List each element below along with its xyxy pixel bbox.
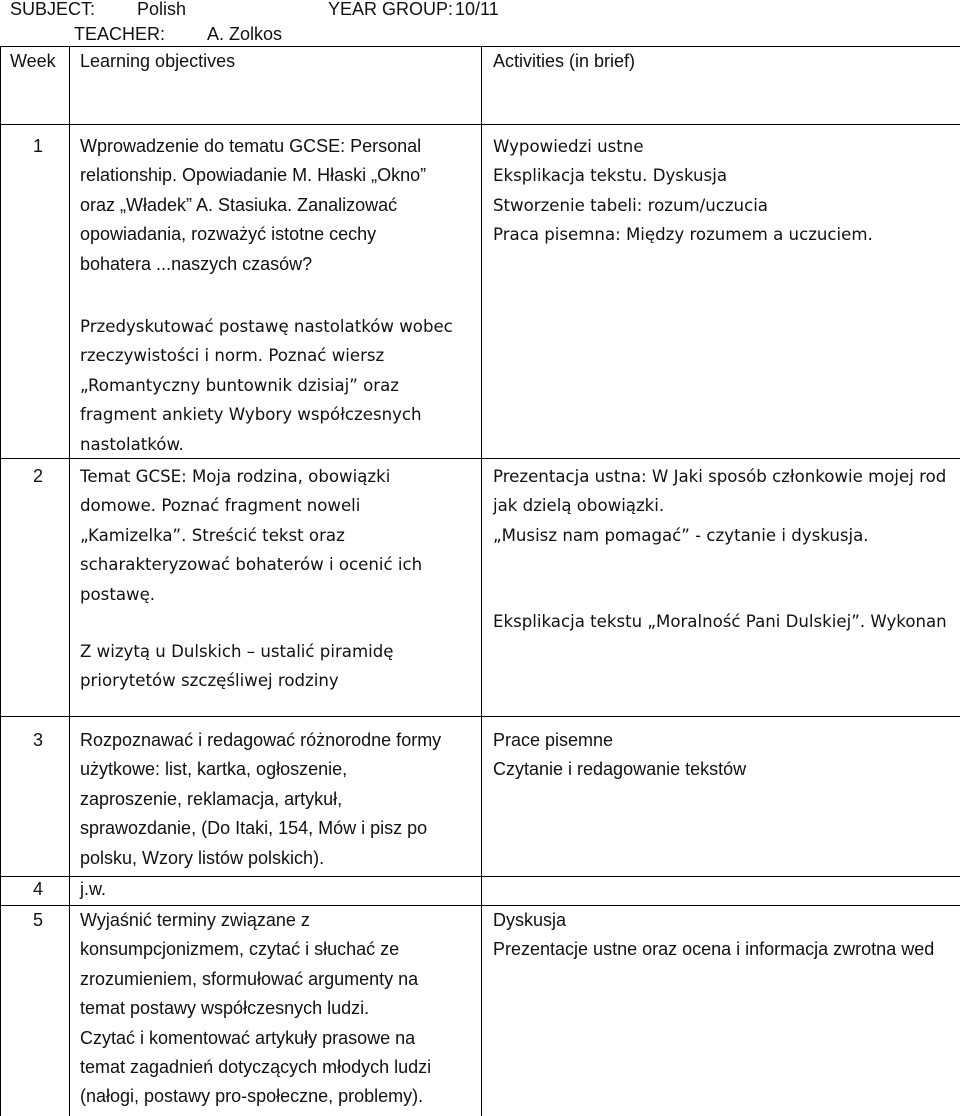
activity-line: jak dzielą obowiązki. (493, 496, 665, 516)
objective-line: sprawozdanie, (Do Itaki, 154, Mów i pisz po (80, 818, 428, 839)
activity-line: Czytanie i redagowanie tekstów (493, 759, 747, 780)
subject-value: Polish (137, 0, 187, 19)
objectives-cell (80, 132, 426, 279)
week-number: 2 (33, 466, 44, 486)
objective-line: bohatera ...naszych czasów? (80, 253, 313, 274)
row-divider (0, 716, 960, 717)
activity-line: Eksplikacja tekstu „Moralność Pani Dulskiej”. Wykonan (493, 612, 947, 631)
objective-line: rzeczywistości i norm. Poznać wiersz (80, 346, 385, 366)
activities-cell (493, 906, 934, 965)
column-header-activities: Activities (in brief) (493, 51, 636, 71)
objectives-cell (80, 637, 393, 696)
week-number: 4 (33, 879, 44, 899)
objectives-cell (80, 875, 106, 904)
objective-line: Wprowadzenie do tematu GCSE: Personal (80, 136, 422, 156)
activity-line: Praca pisemna: Między rozumem a uczuciem. (493, 225, 873, 245)
objective-line: „Romantyczny buntownik dzisiaj” oraz (80, 375, 399, 395)
column-header-objectives: Learning objectives (80, 51, 236, 71)
activities-cell (493, 726, 746, 785)
objective-line: Z wizytą u Dulskich – ustalić piramidę (80, 642, 394, 661)
objective-line: postawę. (80, 584, 156, 604)
objective-line: Czytać i komentować artykuły prasowe na (80, 1027, 416, 1048)
objective-line: zrozumieniem, sformułować argumenty na (80, 968, 419, 989)
objective-line: użytkowe: list, kartka, ogłoszenie, (80, 759, 348, 780)
activities-cell (493, 607, 947, 636)
activity-line: „Musisz nam pomagać” - czytanie i dyskusja. (493, 525, 869, 545)
objective-line: priorytetów szczęśliwej rodziny (80, 671, 339, 691)
week-number: 1 (33, 136, 44, 156)
year-group-label: YEAR GROUP: (328, 0, 454, 19)
activity-line: Prezentacje ustne oraz ocena i informacja zwrotna wed (493, 939, 935, 960)
row-divider (0, 876, 960, 877)
activity-line: Wypowiedzi ustne (493, 137, 644, 156)
column-divider (481, 46, 482, 1116)
objective-line: Rozpoznawać i redagować różnorodne formy (80, 730, 442, 750)
objective-line: temat postawy współczesnych ludzi. (80, 998, 370, 1019)
objective-line: Przedyskutować postawę nastolatków wobec (80, 317, 453, 336)
week-number: 3 (33, 730, 44, 750)
activity-line: Dyskusja (493, 910, 567, 930)
objective-line: (nałogi, postawy pro-społeczne, problemy). (80, 1086, 424, 1107)
objective-line: polsku, Wzory listów polskich). (80, 847, 325, 868)
objective-line: Temat GCSE: Moja rodzina, obowiązki (80, 467, 391, 486)
objective-line: nastolatków. (80, 434, 184, 454)
week-number: 5 (33, 910, 44, 930)
activity-line: Prezentacja ustna: W Jaki sposób członkowie mojej rod (493, 467, 947, 486)
objective-line: j.w. (80, 879, 107, 899)
objective-line: oraz „Władek” A. Stasiuka. Zanalizować (80, 194, 398, 215)
objective-line: konsumpcjonizmem, czytać i słuchać ze (80, 939, 400, 960)
table-header-divider (0, 124, 960, 125)
teacher-label: TEACHER: (74, 24, 166, 44)
year-group-value: 10/11 (455, 0, 499, 19)
objectives-cell (80, 906, 431, 1112)
objective-line: fragment ankiety Wybory współczesnych (80, 405, 422, 425)
activities-cell (493, 132, 873, 250)
activity-line: Eksplikacja tekstu. Dyskusja (493, 166, 727, 186)
objective-line: „Kamizelka”. Streścić tekst oraz (80, 525, 345, 545)
objective-line: relationship. Opowiadanie M. Hłaski „Okno” (80, 165, 427, 186)
teacher-value: A. Zolkos (207, 24, 283, 44)
table-top-border (0, 46, 960, 47)
objective-line: domowe. Poznać fragment noweli (80, 496, 361, 516)
subject-label: SUBJECT: (10, 0, 96, 19)
objective-line: scharakteryzować bohaterów i ocenić ich (80, 555, 423, 575)
activity-line: Stworzenie tabeli: rozum/uczucia (493, 195, 768, 215)
objectives-cell (80, 726, 441, 873)
objectives-cell (80, 312, 453, 459)
objective-line: opowiadania, rozważyć istotne cechy (80, 224, 377, 245)
objective-line: temat zagadnień dotyczących młodych ludzi (80, 1057, 432, 1078)
objectives-cell (80, 462, 422, 609)
table-left-border (0, 46, 1, 1116)
activities-cell (493, 462, 946, 550)
objective-line: zaproszenie, reklamacja, artykuł, (80, 788, 343, 809)
column-header-week: Week (10, 51, 56, 71)
activity-line: Prace pisemne (493, 730, 614, 750)
column-divider (69, 46, 70, 1116)
objective-line: Wyjaśnić terminy związane z (80, 910, 310, 930)
